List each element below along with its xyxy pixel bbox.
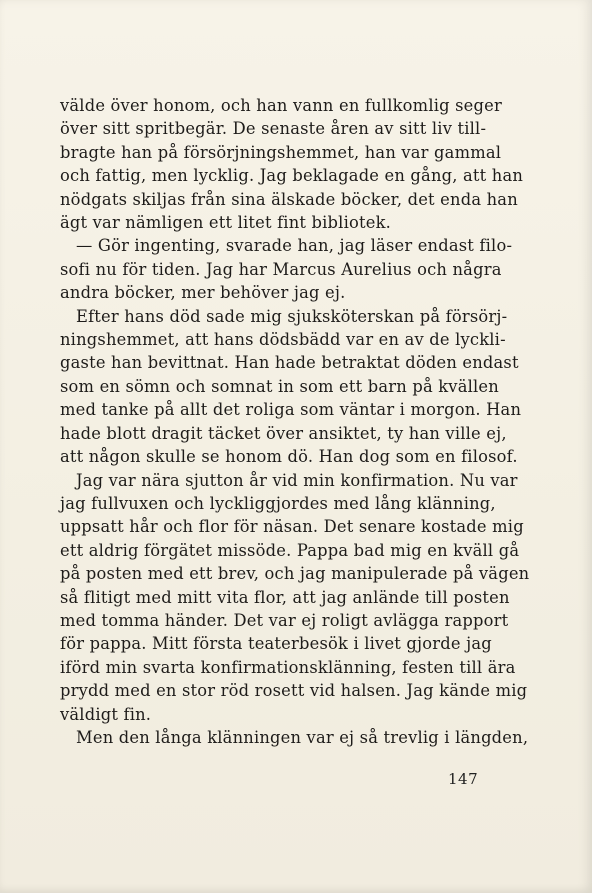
text-line: uppsatt hår och flor för näsan. Det senare kostade mig (60, 517, 524, 537)
text-line: iförd min svarta konfirmationsklänning, festen till ära (60, 657, 516, 677)
text-line: Men den långa klänningen var ej så trevlig i längden, (76, 727, 529, 747)
text-line: sofi nu för tiden. Jag har Marcus Aurelius och några (60, 259, 502, 279)
paragraph-1 (60, 94, 524, 234)
text-line: andra böcker, mer behöver jag ej. (60, 283, 346, 303)
text-line: — Gör ingenting, svarade han, jag läser endast filo- (76, 236, 513, 256)
text-line: för pappa. Mitt första teaterbesök i livet gjorde jag (60, 634, 492, 654)
text-line: Efter hans död sade mig sjuksköterskan på försörj- (76, 306, 508, 326)
text-line: Jag var nära sjutton år vid min konfirmation. Nu var (76, 470, 518, 490)
text-line: gaste han bevittnat. Han hade betraktat döden endast (60, 353, 519, 373)
paragraph-3 (60, 305, 522, 469)
text-line: att någon skulle se honom dö. Han dog som en filosof. (60, 447, 518, 467)
text-line: hade blott dragit täcket över ansiktet, ty han ville ej, (60, 423, 507, 443)
text-line: med tomma händer. Det var ej roligt avlägga rapport (60, 610, 509, 630)
text-line: ett aldrig förgätet missöde. Pappa bad mig en kväll gå (60, 540, 520, 560)
paragraph-5 (60, 726, 529, 749)
text-line: väldigt fin. (60, 704, 152, 724)
text-line: nödgats skiljas från sina älskade böcker, det enda han (60, 189, 518, 209)
text-line: ägt var nämligen ett litet fint bibliotek. (60, 213, 392, 233)
text-line: över sitt spritbegär. De senaste åren av sitt liv till- (60, 119, 487, 139)
text-line: ningshemmet, att hans dödsbädd var en av de lyckli- (60, 330, 506, 350)
text-line: så flitigt med mitt vita flor, att jag anlände till posten (60, 587, 510, 607)
text-line: prydd med en stor röd rosett vid halsen. Jag kände mig (60, 681, 528, 701)
text-line: välde över honom, och han vann en fullkomlig seger (60, 96, 502, 115)
text-line: jag fullvuxen och lyckliggjordes med lång klänning, (60, 493, 496, 513)
page-number: 147 (448, 770, 479, 788)
text-line: med tanke på allt det roliga som väntar i morgon. Han (60, 400, 522, 420)
text-line: och fattig, men lycklig. Jag beklagade en gång, att han (60, 166, 524, 186)
body-text (60, 94, 530, 749)
text-line: bragte han på försörjningshemmet, han var gammal (60, 142, 502, 162)
paragraph-2 (60, 234, 513, 304)
paragraph-4 (60, 469, 530, 726)
text-line: som en sömn och somnat in som ett barn på kvällen (60, 376, 499, 396)
text-line: på posten med ett brev, och jag manipulerade på vägen (60, 564, 530, 584)
